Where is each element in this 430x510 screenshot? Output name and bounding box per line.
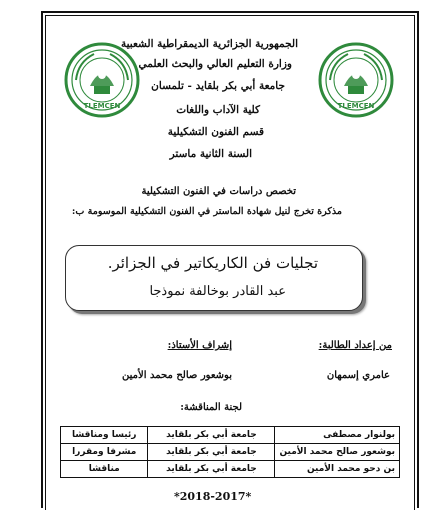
table-row [61,444,400,461]
university-name: جامعة أبي بكر بلقايد - تلمسان [151,80,285,92]
memo-intro: مذكرة تخرج لنيل شهادة الماستر في الفنون التشكيلية الموسومة ب: [71,206,342,217]
prepared-by-label: من إعداد الطالبة: [318,340,392,351]
department-name: قسم الفنون التشكيلية [167,126,264,138]
ministry-name: وزارة التعليم العالي والبحث العلمي [138,58,292,70]
supervisor-label: إشراف الأستاذ: [167,340,232,351]
republic-name: الجمهورية الجزائرية الديمقراطية الشعبية [120,38,298,50]
member-role: مشرفا ومقررا [61,444,148,461]
supervisor-name: بوشعور صالح محمد الأمين [122,370,232,381]
table-row [61,461,400,478]
faculty-name: كلية الآداب واللغات [176,104,260,116]
specialty: تخصص دراسات في الفنون التشكيلية [141,186,296,197]
member-role: رئيسا ومناقشا [61,427,148,444]
committee-title: لجنة المناقشة: [180,402,242,413]
member-name: بوشعور صالح محمد الأمين [275,444,400,461]
member-role: مناقشا [61,461,148,478]
thesis-title-line1: تجليات فن الكاريكاتير في الجزائر. [107,254,318,272]
university-seal-left [64,42,140,118]
thesis-title-line2: عبد القادر بوخالفة نموذجا [149,284,286,299]
member-institution: جامعة أبي بكر بلقايد [148,461,275,478]
member-name: بولنوار مصطفى [275,427,400,444]
committee-table [60,426,400,478]
academic-year: *2018-2017* [174,490,252,503]
member-institution: جامعة أبي بكر بلقايد [148,427,275,444]
table-row [61,427,400,444]
thesis-title-box [65,245,363,311]
member-name: بن دحو محمد الأمين [275,461,400,478]
university-seal-right [318,42,394,118]
seal-left-text: TLEMCEN [83,102,121,110]
student-name: عامري إسمهان [326,370,390,381]
seal-right-text: TLEMCEN [337,102,375,110]
study-year: السنة الثانية ماستر [169,148,252,160]
member-institution: جامعة أبي بكر بلقايد [148,444,275,461]
